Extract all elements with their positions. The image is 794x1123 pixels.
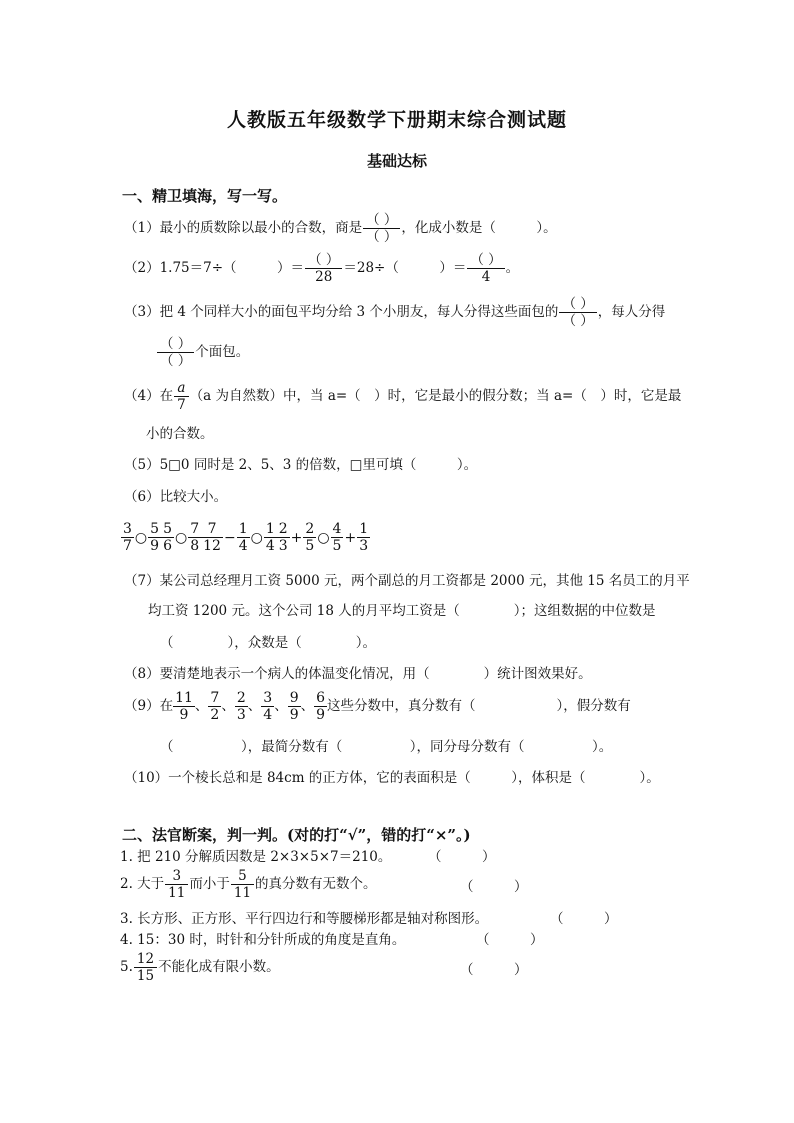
question-3-line-2	[156, 336, 249, 369]
q9-fraction-6: $\frac{6}{9}$	[316, 690, 326, 723]
q4-fraction-a-over-7: $\frac{a}{7}$	[174, 380, 189, 413]
j2-text-b: 而小于	[189, 876, 230, 892]
j5-text-b: 不能化成有限小数。	[158, 959, 280, 975]
cmp-fraction-1: $\frac{3}{7}$	[123, 521, 132, 554]
judge-item-3: 3. 长方形、正方形、平行四边行和等腰梯形都是轴对称图形。	[120, 911, 489, 927]
q3-blank-fraction-2: $\frac{( )}{( )}$	[157, 336, 194, 369]
cmp-fraction-8: $\frac{2}{3}$	[278, 521, 288, 554]
question-5: （5）5□0 同时是 2、5、3 的倍数，□里可填（ ）。	[124, 457, 478, 473]
section-1-heading: 一、精卫填海，写一写。	[122, 187, 288, 205]
plus-sign-1: +	[290, 529, 303, 546]
compare-circle-1: ○	[134, 529, 148, 546]
q9-text-a: （9）在	[124, 698, 174, 714]
cmp-fraction-9: $\frac{2}{5}$	[305, 521, 315, 554]
q2-text-a: （2）1.75＝7÷（ ）＝	[124, 260, 305, 276]
question-9	[124, 690, 631, 723]
compare-circle-4: ○	[317, 529, 330, 546]
q9-text-b: 这些分数中，真分数有（ ），假分数有	[327, 698, 631, 714]
judge-item-2-answer: （ ）	[460, 879, 528, 895]
compare-circle-2: ○	[174, 529, 188, 546]
q9-fraction-4: $\frac{3}{4}$	[263, 690, 273, 723]
cmp-fraction-4: $\frac{7}{8}$	[190, 521, 200, 554]
q9-sep-4: 、	[274, 698, 288, 714]
judge-item-5	[120, 951, 280, 984]
question-6: （6）比较大小。	[124, 489, 228, 505]
j5-text-a: 5.	[120, 959, 133, 975]
q2-fraction-28: $\frac{( )}{28}$	[305, 252, 342, 285]
q9-sep-1: 、	[194, 698, 209, 714]
j2-text-a: 2. 大于	[120, 876, 165, 892]
judge-item-2	[120, 868, 377, 901]
q3-text-a: （3）把 4 个同样大小的面包平均分给 3 个小朋友，每人分得这些面包的	[124, 304, 559, 320]
question-2	[124, 252, 519, 285]
cmp-fraction-3: $\frac{5}{6}$	[163, 521, 172, 554]
j2-fraction-3-11: $\frac{3}{11}$	[165, 868, 188, 901]
cmp-fraction-6: $\frac{1}{4}$	[238, 521, 248, 554]
judge-item-1: 1. 把 210 分解质因数是 2×3×5×7＝210。	[120, 849, 392, 865]
j5-fraction-12-15: $\frac{12}{15}$	[134, 951, 157, 984]
q4-text-b: （a 为自然数）中，当 a=（ ）时，它是最小的假分数；当 a=（ ）时，它是最	[189, 388, 682, 404]
cmp-fraction-7: $\frac{1}{4}$	[265, 521, 275, 554]
judge-item-4-answer: （ ）	[476, 932, 544, 948]
compare-circle-3: ○	[250, 529, 263, 546]
j2-text-c: 的真分数有无数个。	[255, 876, 377, 892]
question-4-line-2: 小的合数。	[146, 426, 214, 442]
q9-fraction-5: $\frac{9}{9}$	[289, 690, 299, 723]
comparison-row	[121, 521, 370, 554]
question-7-line-3: （ ），众数是（ ）。	[160, 635, 376, 651]
cmp-fraction-2: $\frac{5}{9}$	[150, 521, 160, 554]
page-subtitle: 基础达标	[366, 152, 427, 170]
q3-text-b: ，每人分得	[597, 304, 666, 320]
q9-sep-3: 、	[247, 698, 262, 714]
q3-blank-fraction: $\frac{( )}{( )}$	[559, 296, 596, 329]
q9-fraction-3: $\frac{2}{3}$	[236, 690, 246, 723]
q9-fraction-2: $\frac{7}{2}$	[210, 690, 220, 723]
cmp-fraction-5: $\frac{7}{12}$	[203, 521, 221, 554]
plus-sign-2: +	[344, 529, 357, 546]
judge-item-3-answer: （ ）	[550, 911, 618, 927]
question-3	[124, 296, 665, 329]
section-2-heading: 二、法官断案，判一判。(对的打“√”，错的打“×”。)	[122, 826, 471, 844]
cmp-fraction-11: $\frac{1}{3}$	[359, 521, 369, 554]
judge-item-4: 4. 15：30 时，时针和分针所成的角度是直角。	[120, 932, 406, 948]
question-7: （7）某公司总经理月工资 5000 元，两个副总的月工资都是 2000 元，其他 15 名员工的月平	[124, 573, 690, 589]
q4-text-a: （4）在	[124, 388, 174, 404]
question-9-line-2: （ ），最简分数有（ ），同分母分数有（ ）。	[160, 739, 613, 755]
q1-blank-fraction: $\frac{( )}{( )}$	[363, 212, 400, 245]
q9-sep-5: 、	[300, 698, 315, 714]
question-7-line-2: 均工资 1200 元。这个公司 18 人的月平均工资是（ ）；这组数据的中位数是	[148, 603, 656, 619]
q2-text-b: ＝28÷（ ）＝	[343, 260, 467, 276]
page-title: 人教版五年级数学下册期末综合测试题	[226, 109, 567, 131]
question-4	[124, 380, 681, 413]
question-10: （10）一个棱长总和是 84cm 的正方体，它的表面积是（ ），体积是（ ）。	[124, 770, 660, 786]
question-1	[124, 212, 557, 245]
q9-sep-2: 、	[221, 698, 235, 714]
q1-text-a: （1）最小的质数除以最小的合数，商是	[124, 220, 363, 236]
minus-sign: −	[223, 529, 236, 546]
question-8: （8）要清楚地表示一个病人的体温变化情况，用（ ）统计图效果好。	[124, 666, 592, 682]
judge-item-1-answer: （ ）	[428, 849, 496, 865]
judge-item-5-answer: （ ）	[460, 962, 528, 978]
cmp-fraction-10: $\frac{4}{5}$	[332, 521, 342, 554]
q3-text-c: 个面包。	[195, 344, 250, 360]
j2-fraction-5-11: $\frac{5}{11}$	[231, 868, 254, 901]
q2-fraction-4: $\frac{( )}{4}$	[467, 252, 504, 285]
q1-text-b: ，化成小数是（ ）。	[401, 220, 557, 236]
q2-text-c: 。	[505, 260, 520, 276]
q9-fraction-1: $\frac{11}{9}$	[175, 690, 193, 723]
